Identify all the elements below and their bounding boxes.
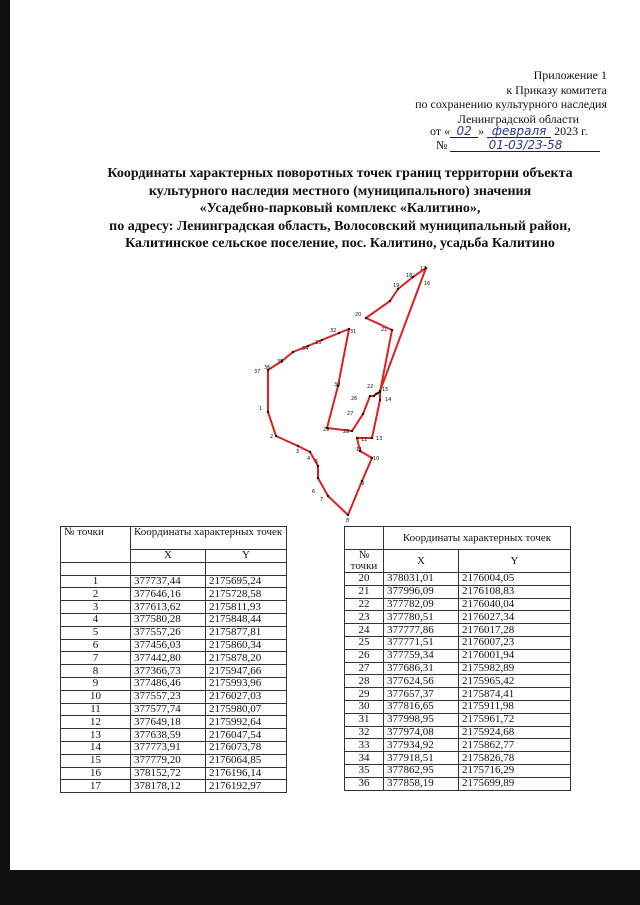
point-label-12: 12 xyxy=(361,437,368,443)
cell-y: 2175965,42 xyxy=(459,675,571,688)
cell-x: 377638,59 xyxy=(131,729,206,742)
title-line: культурного наследия местного (муниципального) значения xyxy=(148,183,532,199)
table-row xyxy=(61,677,287,690)
date-day: 02 xyxy=(450,125,478,138)
appendix-line: по сохранению культурного наследия xyxy=(415,97,607,111)
boundary-point-marker xyxy=(317,477,319,479)
cell-point: 9 xyxy=(61,677,131,690)
cell-y: 2176027,34 xyxy=(459,611,571,624)
boundary-point-marker xyxy=(297,445,299,447)
cell-y: 2175961,72 xyxy=(459,713,571,726)
table-row xyxy=(61,639,287,652)
cell-point: 7 xyxy=(61,652,131,665)
table-row xyxy=(345,777,571,790)
cell-point: 20 xyxy=(345,573,384,586)
cell-point: 28 xyxy=(345,675,384,688)
title-line: «Усадебно-парковый комплекс «Калитино», xyxy=(199,201,481,216)
table-row xyxy=(345,700,571,713)
cell-y: 2176047,54 xyxy=(206,729,287,742)
boundary-map xyxy=(240,255,440,525)
cell-x: 378031,01 xyxy=(384,573,459,586)
point-label-16: 16 xyxy=(424,281,431,287)
cell-x: 377686,31 xyxy=(384,662,459,675)
boundary-point-marker xyxy=(391,329,393,331)
boundary-point-marker xyxy=(379,399,381,401)
cell-y: 2175860,34 xyxy=(206,639,287,652)
cell-x: 377577,74 xyxy=(131,703,206,716)
table-row xyxy=(345,649,571,662)
cell-y: 2175826,78 xyxy=(459,752,571,765)
cell-point: 35 xyxy=(345,764,384,777)
table-row xyxy=(61,665,287,678)
point-label-37: 37 xyxy=(254,369,261,375)
cell-point: 11 xyxy=(61,703,131,716)
scan-border-left xyxy=(0,0,10,905)
boundary-polygon xyxy=(268,268,426,515)
header-y: Y xyxy=(206,550,287,563)
point-label-33: 33 xyxy=(315,340,322,346)
point-label-29: 29 xyxy=(323,427,330,433)
point-label-18: 18 xyxy=(406,273,413,279)
cell-point: 27 xyxy=(345,662,384,675)
cell-x: 377934,92 xyxy=(384,739,459,752)
table-row xyxy=(345,688,571,701)
cell-y: 2175924,68 xyxy=(459,726,571,739)
cell-x: 378178,12 xyxy=(131,780,206,793)
table-row xyxy=(61,588,287,601)
cell-x: 377657,37 xyxy=(384,688,459,701)
cell-y: 2175911,98 xyxy=(459,700,571,713)
point-label-9: 9 xyxy=(361,481,365,487)
cell-point: 6 xyxy=(61,639,131,652)
boundary-point-marker xyxy=(292,351,294,353)
cell-x: 377777,86 xyxy=(384,624,459,637)
cell-y: 2175728,58 xyxy=(206,588,287,601)
cell-y: 2176073,78 xyxy=(206,741,287,754)
cell-x: 377816,65 xyxy=(384,700,459,713)
cell-point: 25 xyxy=(345,636,384,649)
table-row xyxy=(61,767,287,780)
cell-x: 377456,03 xyxy=(131,639,206,652)
point-label-28: 28 xyxy=(343,429,350,435)
cell-y: 2175992,64 xyxy=(206,716,287,729)
cell-x: 377918,51 xyxy=(384,752,459,765)
table-row xyxy=(61,652,287,665)
cell-point: 5 xyxy=(61,626,131,639)
boundary-point-marker xyxy=(338,332,340,334)
title-line: Калитинское сельское поселение, пос. Калитино, усадьба Калитино xyxy=(125,236,555,251)
header-x: X xyxy=(131,550,206,563)
point-labels xyxy=(254,266,430,524)
header-point: № точки xyxy=(61,527,131,563)
boundary-point-marker xyxy=(327,495,329,497)
cell-x: 377646,16 xyxy=(131,588,206,601)
document-title xyxy=(60,165,620,253)
boundary-point-marker xyxy=(267,411,269,413)
point-label-19: 19 xyxy=(393,283,400,289)
cell-point: 34 xyxy=(345,752,384,765)
point-label-14: 14 xyxy=(385,397,392,403)
cell-point: 4 xyxy=(61,613,131,626)
table-row xyxy=(345,611,571,624)
appendix-line: Ленинградской области xyxy=(457,111,579,126)
date-month: февраля xyxy=(487,125,551,138)
table-row xyxy=(61,716,287,729)
cell-y: 2176004,05 xyxy=(459,573,571,586)
title-line: Координаты характерных поворотных точек границ территории объекта xyxy=(107,166,573,181)
table-row xyxy=(345,585,571,598)
point-label-1: 1 xyxy=(259,406,263,412)
cell-point: 31 xyxy=(345,713,384,726)
cell-point: 16 xyxy=(61,767,131,780)
table-row xyxy=(345,713,571,726)
cell-y: 2176040,04 xyxy=(459,598,571,611)
date-year: 2023 г. xyxy=(554,124,588,138)
point-label-36: 36 xyxy=(264,365,271,371)
cell-y: 2175811,93 xyxy=(206,601,287,614)
cell-point: 26 xyxy=(345,649,384,662)
cell-point: 32 xyxy=(345,726,384,739)
cell-point: 23 xyxy=(345,611,384,624)
point-label-5: 5 xyxy=(315,459,319,465)
cell-y: 2175695,24 xyxy=(206,575,287,588)
cell-y: 2175947,66 xyxy=(206,665,287,678)
date-prefix: от « xyxy=(430,124,451,138)
coordinates-table-right xyxy=(344,526,571,791)
cell-point: 15 xyxy=(61,754,131,767)
boundary-point-marker xyxy=(317,465,319,467)
cell-x: 377557,26 xyxy=(131,626,206,639)
boundary-point-marker xyxy=(375,393,377,395)
boundary-point-marker xyxy=(371,437,373,439)
table-row xyxy=(61,729,287,742)
cell-point: 22 xyxy=(345,598,384,611)
header-x: X xyxy=(384,550,459,573)
point-label-26: 26 xyxy=(351,396,358,402)
boundary-point-marker xyxy=(309,451,311,453)
cell-x: 377782,09 xyxy=(384,598,459,611)
boundary-point-marker xyxy=(369,395,371,397)
cell-y: 2175993,96 xyxy=(206,677,287,690)
table-row xyxy=(345,675,571,688)
table-row xyxy=(345,726,571,739)
cell-y: 2176192,97 xyxy=(206,780,287,793)
table-row xyxy=(345,598,571,611)
cell-point: 36 xyxy=(345,777,384,790)
cell-x: 377771,51 xyxy=(384,636,459,649)
cell-x: 377580,28 xyxy=(131,613,206,626)
cell-x: 377862,95 xyxy=(384,764,459,777)
point-label-17: 17 xyxy=(420,266,427,272)
cell-y: 2175878,20 xyxy=(206,652,287,665)
cell-y: 2175877,81 xyxy=(206,626,287,639)
point-label-27: 27 xyxy=(347,411,354,417)
cell-x: 377442,80 xyxy=(131,652,206,665)
point-label-6: 6 xyxy=(312,489,316,495)
cell-y: 2176064,85 xyxy=(206,754,287,767)
point-label-34: 34 xyxy=(302,346,309,352)
cell-point: 33 xyxy=(345,739,384,752)
table-row xyxy=(61,575,287,588)
boundary-point-marker xyxy=(365,317,367,319)
header-coords: Координаты характерных точек xyxy=(131,527,287,550)
table-row xyxy=(345,624,571,637)
point-label-21: 21 xyxy=(381,327,388,333)
table-row xyxy=(61,741,287,754)
appendix-header xyxy=(415,68,607,126)
cell-x: 378152,72 xyxy=(131,767,206,780)
cell-point: 29 xyxy=(345,688,384,701)
cell-point: 13 xyxy=(61,729,131,742)
point-label-2: 2 xyxy=(270,434,274,440)
date-mid: » xyxy=(478,124,485,138)
appendix-line: Приложение 1 xyxy=(533,68,607,82)
point-label-8: 8 xyxy=(346,518,350,524)
cell-x: 377759,34 xyxy=(384,649,459,662)
scan-border-bottom xyxy=(0,870,640,905)
point-label-32: 32 xyxy=(330,328,337,334)
boundary-point-marker xyxy=(373,395,375,397)
cell-point: 14 xyxy=(61,741,131,754)
point-label-20: 20 xyxy=(355,312,362,318)
cell-point: 1 xyxy=(61,575,131,588)
cell-y: 2176017,28 xyxy=(459,624,571,637)
cell-y: 2176196,14 xyxy=(206,767,287,780)
table-row xyxy=(61,754,287,767)
cell-x: 377780,51 xyxy=(384,611,459,624)
point-label-13: 13 xyxy=(376,436,383,442)
table-row xyxy=(61,613,287,626)
cell-y: 2175716,29 xyxy=(459,764,571,777)
cell-x: 377557,23 xyxy=(131,690,206,703)
cell-point: 12 xyxy=(61,716,131,729)
table-row xyxy=(345,752,571,765)
cell-y: 2175980,07 xyxy=(206,703,287,716)
cell-x: 377773,91 xyxy=(131,741,206,754)
cell-y: 2175862,77 xyxy=(459,739,571,752)
header-point: № точки xyxy=(345,550,384,573)
cell-x: 377998,95 xyxy=(384,713,459,726)
table-row xyxy=(61,626,287,639)
point-label-10: 10 xyxy=(373,456,380,462)
table-row xyxy=(345,573,571,586)
cell-point: 10 xyxy=(61,690,131,703)
cell-y: 2176007,23 xyxy=(459,636,571,649)
point-label-3: 3 xyxy=(296,449,300,455)
cell-y: 2175982,89 xyxy=(459,662,571,675)
coordinates-table-left xyxy=(60,526,287,793)
table-row xyxy=(61,601,287,614)
cell-x: 377996,09 xyxy=(384,585,459,598)
cell-y: 2175874,41 xyxy=(459,688,571,701)
cell-point: 21 xyxy=(345,585,384,598)
appendix-line: к Приказу комитета xyxy=(506,82,607,97)
point-label-31: 31 xyxy=(350,329,357,335)
cell-point: 30 xyxy=(345,700,384,713)
cell-y: 2175848,44 xyxy=(206,613,287,626)
table-row xyxy=(61,690,287,703)
point-label-22: 22 xyxy=(367,384,374,390)
cell-y: 2176027,03 xyxy=(206,690,287,703)
point-label-30: 30 xyxy=(334,382,341,388)
cell-x: 377613,62 xyxy=(131,601,206,614)
cell-point: 17 xyxy=(61,780,131,793)
point-label-35: 35 xyxy=(277,359,284,365)
table-row xyxy=(345,764,571,777)
boundary-point-marker xyxy=(356,437,358,439)
cell-x: 377649,18 xyxy=(131,716,206,729)
number-value: 01-03/23-58 xyxy=(450,139,600,152)
header-y: Y xyxy=(459,550,571,573)
point-label-15: 15 xyxy=(382,387,389,393)
cell-x: 377366,73 xyxy=(131,665,206,678)
boundary-point-marker xyxy=(351,430,353,432)
cell-y: 2175699,89 xyxy=(459,777,571,790)
boundary-point-marker xyxy=(347,514,349,516)
cell-y: 2176108,83 xyxy=(459,585,571,598)
cell-point: 8 xyxy=(61,665,131,678)
order-date xyxy=(430,124,588,139)
cell-x: 377974,08 xyxy=(384,726,459,739)
cell-point: 3 xyxy=(61,601,131,614)
cell-x: 377858,19 xyxy=(384,777,459,790)
cell-point: 2 xyxy=(61,588,131,601)
header-coords: Координаты характерных точек xyxy=(384,527,571,550)
number-prefix: № xyxy=(436,138,448,152)
cell-x: 377486,46 xyxy=(131,677,206,690)
order-number xyxy=(436,138,600,153)
boundary-point-marker xyxy=(362,413,364,415)
cell-x: 377624,56 xyxy=(384,675,459,688)
boundary-point-marker xyxy=(389,300,391,302)
table-row xyxy=(61,703,287,716)
title-line: по адресу: Ленинградская область, Волосовский муниципальный район, xyxy=(109,218,571,234)
boundary-points xyxy=(267,267,427,516)
table-row xyxy=(345,662,571,675)
cell-point: 24 xyxy=(345,624,384,637)
table-row xyxy=(345,636,571,649)
cell-x: 377779,20 xyxy=(131,754,206,767)
table-row xyxy=(345,739,571,752)
table-row xyxy=(61,780,287,793)
boundary-point-marker xyxy=(275,435,277,437)
header-blank xyxy=(345,527,384,550)
point-label-11: 11 xyxy=(356,447,363,453)
cell-x: 377737,44 xyxy=(131,575,206,588)
cell-y: 2176001,94 xyxy=(459,649,571,662)
point-label-7: 7 xyxy=(320,497,324,503)
point-label-4: 4 xyxy=(307,456,311,462)
